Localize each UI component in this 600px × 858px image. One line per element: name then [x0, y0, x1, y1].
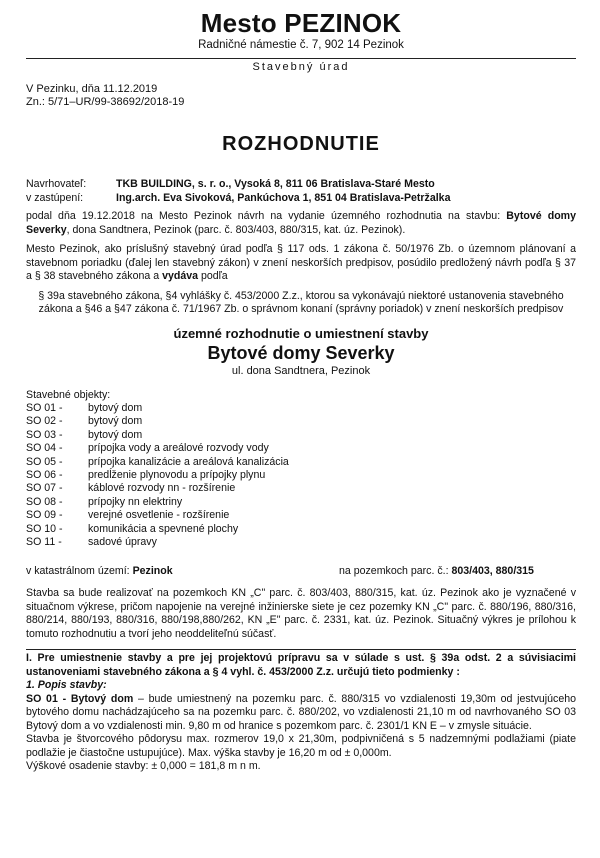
so01-dimensions: Stavba je štvorcového pôdorysu max. rozmerov 19,0 x 21,30m, podpivničená s 5 nadzemnými podlažiami (piate podlažie je čiastočne ustupujúce). Max. výška stavby je 16,20 m od ± 0,000m. [26, 733, 576, 759]
object-item [26, 496, 576, 509]
so01-label: SO 01 - Bytový dom [26, 692, 134, 705]
object-name: prípojka vody a areálové rozvody vody [88, 442, 269, 455]
object-name: bytový dom [88, 428, 143, 441]
decision-heading: územné rozhodnutie o umiestnení stavby [173, 325, 429, 341]
object-item [26, 469, 576, 482]
object-name: prípojky nn elektriny [88, 495, 183, 508]
object-code: SO 08 - [26, 495, 63, 508]
department-name: Stavebný úrad [252, 61, 350, 73]
object-code: SO 04 - [26, 442, 63, 455]
project-name: Bytové domy Severky [207, 342, 395, 363]
building-objects [26, 389, 576, 550]
representative-value: Ing.arch. Eva Sivoková, Pankúchova 1, 851 04 Bratislava-Petržalka [116, 192, 451, 204]
object-name: bytový dom [88, 415, 143, 428]
parcels-value: 803/403, 880/315 [451, 565, 534, 578]
project-address: ul. dona Sandtnera, Pezinok [231, 364, 371, 377]
document-title: ROZHODNUTIE [222, 133, 380, 155]
para1-text-a: podal dňa 19.12.2018 na Mesto Pezinok návrh na vydanie územného rozhodnutia na stavbu: [26, 210, 507, 222]
cadastre-line [26, 565, 576, 578]
object-code: SO 06 - [26, 468, 63, 481]
applicant-value: TKB BUILDING, s. r. o., Vysoká 8, 811 06 Bratislava-Staré Mesto [116, 178, 435, 190]
date-line: V Pezinku, dňa 11.12.2019 [26, 83, 158, 95]
paragraph-authority [26, 243, 576, 284]
so01-elevation: Výškové osadenie stavby: ± 0,000 = 181,8 m n m. [26, 760, 261, 773]
section-divider [26, 649, 576, 650]
header-divider [26, 58, 576, 59]
object-code: SO 09 - [26, 509, 63, 522]
parcels-label: na pozemkoch parc. č.: [339, 565, 452, 578]
para2-text-c: podľa [198, 270, 228, 282]
object-code: SO 03 - [26, 428, 63, 441]
object-code: SO 02 - [26, 415, 63, 428]
area-value: Pezinok [132, 565, 173, 578]
para2-verb: vydáva [162, 270, 198, 282]
object-code: SO 11 - [26, 535, 62, 548]
object-name: predĺženie plynovodu a prípojky plynu [88, 468, 266, 481]
applicant-label: Navrhovateľ: [26, 178, 87, 190]
representative-label: v zastúpení: [26, 192, 84, 204]
paragraph-location: Stavba sa bude realizovať na pozemkoch KN „C" parc. č. 803/403, 880/315, kat. úz. Pezinok ako je vyznačené v situačnom výkrese, pričom napojenie na verejné inžinierske siete je cez pozemky KN „C" parc. č. 880/196, 880/316, 880/214, 880/193, 880/316, 880/198,880/262, KN „E" parc. č. 2331, kat. úz. Pezinok. Situačný výkres je prílohou k tomuto rozhodnutiu a tvorí jeho neoddeliteľnú súčasť. [26, 587, 576, 640]
object-item [26, 482, 576, 495]
object-item [26, 536, 576, 549]
object-item [26, 402, 576, 415]
object-name: sadové úpravy [88, 535, 157, 548]
objects-list [26, 402, 576, 549]
object-item [26, 442, 576, 455]
object-item [26, 456, 576, 469]
object-item [26, 429, 576, 442]
object-code: SO 07 - [26, 482, 63, 495]
so01-text1: – bude umiestnený na pozemku parc. č. 880/315 vo vzdialenosti 19,30m od jestvujúceho bytového domu nachádzajúceho sa na pozemku parc. č. 880/202, vo vzdialenosti 21,10 m od navrhovaného SO 03 Bytový dom a vo vzdialenosti min. 9,80 m od hranice s pozemkom parc. č. 2301/1 KN E – v zmysle situácie. [26, 692, 576, 732]
object-name: káblové rozvody nn - rozšírenie [88, 482, 236, 495]
object-name: komunikácia a spevnené plochy [88, 522, 239, 535]
object-name: bytový dom [88, 401, 143, 414]
municipality-address: Radničné námestie č. 7, 902 14 Pezinok [198, 39, 404, 51]
applicant-row [26, 177, 576, 191]
object-code: SO 10 - [26, 522, 63, 535]
object-name: prípojka kanalizácie a areálová kanalizácia [88, 455, 289, 468]
para1-project-name: Bytové domy Severky [26, 210, 576, 236]
section1-heading: I. Pre umiestnenie stavby a pre jej projektovú prípravu sa v súlade s ust. § 39a odst. 2 a súvisiacimi ustanoveniami stavebného zákona a § 4 vyhl. č. 453/2000 Z.z. určujú tieto podmienky : [26, 652, 576, 678]
object-item [26, 509, 576, 522]
paragraph-application [26, 210, 576, 237]
object-item [26, 415, 576, 428]
parties-block [26, 177, 576, 205]
object-code: SO 05 - [26, 455, 63, 468]
cadastre-area [26, 565, 339, 578]
area-label: v katastrálnom území: [26, 565, 133, 578]
objects-label: Stavebné objekty: [26, 388, 111, 401]
document-meta [26, 83, 576, 109]
section1-subheading: 1. Popis stavby: [26, 679, 107, 692]
object-item [26, 523, 576, 536]
municipality-title: Mesto PEZINOK [200, 8, 402, 38]
para1-text-c: , dona Sandtnera, Pezinok (parc. č. 803/403, 880/315, kat. úz. Pezinok). [66, 223, 406, 236]
reference-number: Zn.: 5/71–UR/99-38692/2018-19 [26, 96, 185, 108]
representative-row [26, 191, 576, 205]
object-code: SO 01 - [26, 401, 63, 414]
legal-basis: § 39a stavebného zákona, §4 vyhlášky č. 453/2000 Z.z., ktorou sa vykonávajú niektoré ustanovenia stavebného zákona a §46 a §47 zákona č. 71/1967 Zb. o správnom konaní (správny poriadok) v znení neskorších predpisov [38, 289, 564, 315]
para2-text-a: Mesto Pezinok, ako príslušný stavebný úrad podľa § 117 ods. 1 zákona č. 50/1976 Zb. o územnom plánovaní a stavebnom poriadku (ďalej len stavebný zákon) v znení neskorších predpisov, posúdilo predložený návrh podľa § 37 a § 38 stavebného zákona a [26, 243, 576, 282]
document-page [0, 8, 600, 858]
cadastre-parcels [339, 565, 534, 578]
object-name: verejné osvetlenie - rozšírenie [88, 509, 230, 522]
so01-description [26, 693, 576, 734]
